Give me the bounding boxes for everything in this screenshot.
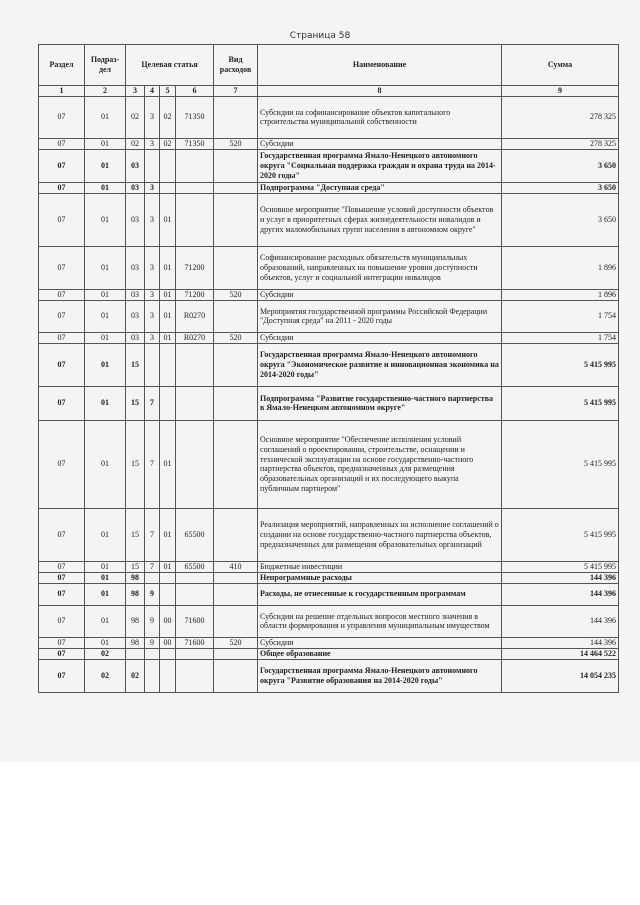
cell-event: 02 — [160, 138, 176, 149]
cell-name: Мероприятия государственной программы Российской Федерации "Доступная среда" на 2011 - 2020 годы — [258, 300, 502, 332]
cell-direction — [176, 386, 214, 420]
col-number: 4 — [145, 86, 160, 97]
cell-event — [160, 182, 176, 193]
cell-name: Субсидии на решение отдельных вопросов местного значения в области формирования и управления муниципальным имуществом — [258, 605, 502, 637]
cell-sum: 14 054 235 — [502, 659, 619, 692]
table-row — [39, 246, 619, 289]
cell-direction — [176, 420, 214, 508]
cell-name: Софинансирование расходных обязательств муниципальных образований, направленных на повышение уровня доступности объектов, услуг и социальной интеграции инвалидов — [258, 246, 502, 289]
cell-subprogram: 7 — [145, 508, 160, 561]
table-row — [39, 96, 619, 138]
cell-name: Реализация мероприятий, направленных на исполнение соглашений о создании на основе государственно-частного партнерства объектов, предназначенных для размещения образовательных организаций — [258, 508, 502, 561]
cell-program: 03 — [126, 289, 145, 300]
table-row — [39, 289, 619, 300]
cell-event — [160, 572, 176, 583]
cell-program: 15 — [126, 386, 145, 420]
cell-event: 01 — [160, 561, 176, 572]
cell-vid — [214, 246, 258, 289]
table-row — [39, 561, 619, 572]
cell-event: 02 — [160, 96, 176, 138]
cell-razdel: 07 — [39, 561, 85, 572]
cell-sum: 5 415 995 — [502, 420, 619, 508]
cell-event — [160, 659, 176, 692]
cell-name: Субсидии — [258, 332, 502, 343]
cell-sum: 3 650 — [502, 149, 619, 182]
col-number: 7 — [214, 86, 258, 97]
cell-podrazdel: 01 — [85, 420, 126, 508]
header-sum: Сумма — [502, 45, 619, 86]
cell-direction — [176, 659, 214, 692]
col-number: 6 — [176, 86, 214, 97]
cell-program: 03 — [126, 332, 145, 343]
cell-program — [126, 648, 145, 659]
cell-podrazdel: 01 — [85, 300, 126, 332]
table-row — [39, 508, 619, 561]
cell-event — [160, 149, 176, 182]
cell-podrazdel: 01 — [85, 246, 126, 289]
col-number: 9 — [502, 86, 619, 97]
cell-name: Общее образование — [258, 648, 502, 659]
cell-subprogram: 3 — [145, 246, 160, 289]
cell-sum: 3 650 — [502, 182, 619, 193]
cell-program: 03 — [126, 246, 145, 289]
cell-razdel: 07 — [39, 572, 85, 583]
header-row — [39, 45, 619, 86]
cell-name: Расходы, не отнесенные к государственным программам — [258, 583, 502, 605]
page-title: Страница 58 — [289, 31, 351, 41]
cell-vid — [214, 193, 258, 246]
cell-direction: 71350 — [176, 96, 214, 138]
cell-sum: 3 650 — [502, 193, 619, 246]
cell-vid — [214, 605, 258, 637]
table-row — [39, 420, 619, 508]
cell-razdel: 07 — [39, 332, 85, 343]
col-number: 5 — [160, 86, 176, 97]
cell-sum: 14 464 522 — [502, 648, 619, 659]
cell-direction: 71200 — [176, 289, 214, 300]
cell-direction: 71600 — [176, 637, 214, 648]
table-row — [39, 182, 619, 193]
table-row — [39, 332, 619, 343]
cell-event — [160, 386, 176, 420]
cell-razdel: 07 — [39, 96, 85, 138]
cell-program: 15 — [126, 508, 145, 561]
cell-subprogram: 9 — [145, 605, 160, 637]
cell-subprogram: 3 — [145, 193, 160, 246]
cell-podrazdel: 01 — [85, 386, 126, 420]
cell-name: Субсидии — [258, 138, 502, 149]
cell-event: 00 — [160, 637, 176, 648]
table-row — [39, 149, 619, 182]
col-number: 3 — [126, 86, 145, 97]
cell-podrazdel: 01 — [85, 508, 126, 561]
cell-sum: 144 396 — [502, 605, 619, 637]
cell-podrazdel: 01 — [85, 149, 126, 182]
cell-podrazdel: 01 — [85, 138, 126, 149]
cell-sum: 1 754 — [502, 300, 619, 332]
cell-name: Основное мероприятие "Повышение условий доступности объектов и услуг в приоритетных сферах жизнедеятельности инвалидов и других маломобильных групп населения в автономном округе" — [258, 193, 502, 246]
header-name: Наименование — [258, 45, 502, 86]
cell-razdel: 07 — [39, 300, 85, 332]
col-number: 1 — [39, 86, 85, 97]
cell-direction — [176, 648, 214, 659]
cell-podrazdel: 01 — [85, 605, 126, 637]
cell-sum: 5 415 995 — [502, 343, 619, 386]
cell-direction — [176, 343, 214, 386]
cell-podrazdel: 01 — [85, 561, 126, 572]
column-number-row — [39, 86, 619, 97]
cell-sum: 1 896 — [502, 289, 619, 300]
cell-razdel: 07 — [39, 386, 85, 420]
cell-program: 03 — [126, 300, 145, 332]
cell-vid — [214, 182, 258, 193]
cell-razdel: 07 — [39, 182, 85, 193]
col-number: 8 — [258, 86, 502, 97]
cell-razdel: 07 — [39, 138, 85, 149]
cell-sum: 144 396 — [502, 583, 619, 605]
cell-vid: 520 — [214, 637, 258, 648]
cell-podrazdel: 01 — [85, 572, 126, 583]
cell-vid — [214, 343, 258, 386]
table-row — [39, 637, 619, 648]
header-podrazdel: Подраз-дел — [85, 45, 126, 86]
cell-subprogram: 3 — [145, 332, 160, 343]
cell-event: 00 — [160, 605, 176, 637]
cell-name: Основное мероприятие "Обеспечение исполнения условий соглашений о проектировании, строительстве, оснащении и технической эксплуатации на основе государственно-частного партнерства объектов, предназначенных для размещения образовательных организаций и их последующего выкупа публичным партнером" — [258, 420, 502, 508]
cell-subprogram — [145, 572, 160, 583]
cell-event: 01 — [160, 508, 176, 561]
cell-razdel: 07 — [39, 343, 85, 386]
cell-vid: 520 — [214, 332, 258, 343]
cell-sum: 5 415 995 — [502, 561, 619, 572]
cell-vid — [214, 572, 258, 583]
cell-podrazdel: 01 — [85, 193, 126, 246]
cell-razdel: 07 — [39, 246, 85, 289]
cell-program: 15 — [126, 343, 145, 386]
cell-direction: 71350 — [176, 138, 214, 149]
cell-event: 01 — [160, 193, 176, 246]
cell-event: 01 — [160, 300, 176, 332]
cell-vid — [214, 386, 258, 420]
cell-subprogram: 9 — [145, 637, 160, 648]
cell-subprogram: 7 — [145, 561, 160, 572]
cell-podrazdel: 01 — [85, 182, 126, 193]
cell-name: Субсидии — [258, 637, 502, 648]
cell-sum: 144 396 — [502, 572, 619, 583]
cell-name: Субсидии на софинансирование объектов капитального строительства муниципальной собственности — [258, 96, 502, 138]
table-row — [39, 572, 619, 583]
cell-name: Государственная программа Ямало-Ненецкого автономного округа "Экономическое развитие и инновационная экономика на 2014-2020 годы" — [258, 343, 502, 386]
cell-program: 98 — [126, 637, 145, 648]
cell-name: Субсидии — [258, 289, 502, 300]
cell-subprogram: 7 — [145, 420, 160, 508]
cell-direction — [176, 182, 214, 193]
cell-direction: R0270 — [176, 300, 214, 332]
table-row — [39, 583, 619, 605]
cell-name: Подпрограмма "Развитие государственно-частного партнерства в Ямало-Ненецком автономном округе" — [258, 386, 502, 420]
cell-subprogram: 3 — [145, 182, 160, 193]
header-target: Целевая статья — [126, 45, 214, 86]
cell-vid — [214, 300, 258, 332]
cell-vid — [214, 96, 258, 138]
cell-razdel: 07 — [39, 659, 85, 692]
cell-razdel: 07 — [39, 637, 85, 648]
cell-direction: 65500 — [176, 561, 214, 572]
cell-subprogram: 3 — [145, 289, 160, 300]
cell-vid — [214, 659, 258, 692]
cell-direction — [176, 193, 214, 246]
cell-program: 98 — [126, 572, 145, 583]
cell-program: 98 — [126, 583, 145, 605]
cell-name: Государственная программа Ямало-Ненецкого автономного округа "Социальная поддержка граждан и охрана труда на 2014-2020 годы" — [258, 149, 502, 182]
cell-subprogram: 3 — [145, 138, 160, 149]
cell-sum: 144 396 — [502, 637, 619, 648]
cell-razdel: 07 — [39, 583, 85, 605]
table-row — [39, 648, 619, 659]
cell-name: Непрограммные расходы — [258, 572, 502, 583]
cell-direction: 65500 — [176, 508, 214, 561]
cell-vid — [214, 508, 258, 561]
cell-direction: 71600 — [176, 605, 214, 637]
cell-subprogram — [145, 343, 160, 386]
cell-subprogram: 3 — [145, 300, 160, 332]
cell-razdel: 07 — [39, 289, 85, 300]
cell-event — [160, 648, 176, 659]
cell-sum: 278 325 — [502, 138, 619, 149]
cell-sum: 5 415 995 — [502, 386, 619, 420]
table-row — [39, 386, 619, 420]
cell-podrazdel: 01 — [85, 289, 126, 300]
cell-podrazdel: 02 — [85, 648, 126, 659]
cell-direction: R0270 — [176, 332, 214, 343]
col-number: 2 — [85, 86, 126, 97]
table-row — [39, 605, 619, 637]
cell-sum: 5 415 995 — [502, 508, 619, 561]
cell-event: 01 — [160, 420, 176, 508]
cell-razdel: 07 — [39, 193, 85, 246]
table-row — [39, 138, 619, 149]
cell-subprogram — [145, 648, 160, 659]
cell-name: Бюджетные инвестиции — [258, 561, 502, 572]
cell-direction — [176, 149, 214, 182]
cell-sum: 278 325 — [502, 96, 619, 138]
header-vid: Вид расходов — [214, 45, 258, 86]
cell-podrazdel: 01 — [85, 583, 126, 605]
cell-vid: 410 — [214, 561, 258, 572]
cell-program: 15 — [126, 561, 145, 572]
cell-direction — [176, 572, 214, 583]
cell-vid: 520 — [214, 289, 258, 300]
cell-sum: 1 896 — [502, 246, 619, 289]
cell-direction: 71200 — [176, 246, 214, 289]
cell-program: 15 — [126, 420, 145, 508]
cell-direction — [176, 583, 214, 605]
header-razdel: Раздел — [39, 45, 85, 86]
cell-podrazdel: 01 — [85, 96, 126, 138]
cell-razdel: 07 — [39, 149, 85, 182]
cell-razdel: 07 — [39, 605, 85, 637]
cell-razdel: 07 — [39, 508, 85, 561]
cell-vid — [214, 583, 258, 605]
cell-program: 03 — [126, 182, 145, 193]
cell-vid — [214, 648, 258, 659]
table-row — [39, 193, 619, 246]
cell-name: Государственная программа Ямало-Ненецкого автономного округа "Развитие образования на 2014-2020 годы" — [258, 659, 502, 692]
cell-vid: 520 — [214, 138, 258, 149]
cell-event: 01 — [160, 289, 176, 300]
budget-table — [38, 44, 619, 693]
cell-event — [160, 343, 176, 386]
cell-razdel: 07 — [39, 420, 85, 508]
cell-podrazdel: 01 — [85, 637, 126, 648]
cell-name: Подпрограмма "Доступная среда" — [258, 182, 502, 193]
cell-subprogram: 9 — [145, 583, 160, 605]
table-row — [39, 343, 619, 386]
cell-podrazdel: 01 — [85, 343, 126, 386]
cell-subprogram — [145, 659, 160, 692]
cell-subprogram: 3 — [145, 96, 160, 138]
cell-subprogram — [145, 149, 160, 182]
cell-event: 01 — [160, 332, 176, 343]
cell-program: 02 — [126, 659, 145, 692]
cell-program: 03 — [126, 193, 145, 246]
cell-razdel: 07 — [39, 648, 85, 659]
cell-vid — [214, 149, 258, 182]
cell-podrazdel: 02 — [85, 659, 126, 692]
cell-podrazdel: 01 — [85, 332, 126, 343]
cell-program: 02 — [126, 138, 145, 149]
cell-program: 02 — [126, 96, 145, 138]
cell-vid — [214, 420, 258, 508]
cell-program: 03 — [126, 149, 145, 182]
table-row — [39, 300, 619, 332]
cell-event — [160, 583, 176, 605]
cell-subprogram: 7 — [145, 386, 160, 420]
cell-sum: 1 754 — [502, 332, 619, 343]
table-row — [39, 659, 619, 692]
cell-event: 01 — [160, 246, 176, 289]
cell-program: 98 — [126, 605, 145, 637]
